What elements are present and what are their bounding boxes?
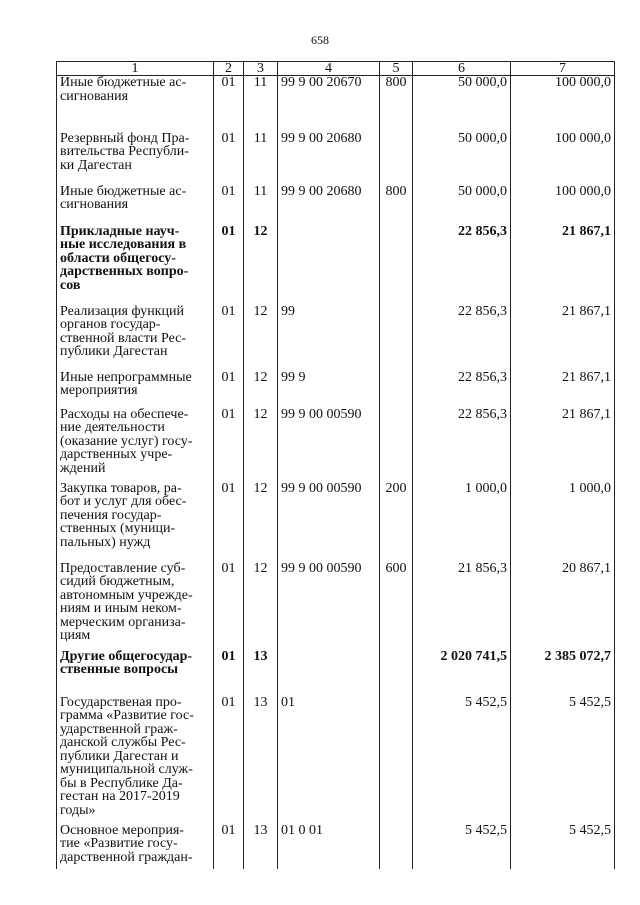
table-row	[57, 371, 615, 408]
page-number: 658	[311, 33, 329, 47]
cell-amount-year2: 21 867,1	[511, 371, 615, 408]
cell-subsection: 12	[244, 225, 278, 305]
cell-amount-year2: 2 385 072,7	[511, 650, 615, 696]
cell-subsection: 11	[244, 76, 278, 132]
cell-section: 01	[214, 482, 244, 562]
cell-subsection: 13	[244, 824, 278, 869]
cell-amount-year1: 50 000,0	[413, 76, 511, 132]
cell-section: 01	[214, 650, 244, 696]
cell-name: Иные непрограммные мероприятия	[57, 371, 214, 408]
cell-expense-type	[380, 132, 413, 185]
table-row	[57, 225, 615, 305]
cell-amount-year2: 100 000,0	[511, 185, 615, 225]
header-col-2: 2	[214, 62, 244, 76]
cell-section: 01	[214, 562, 244, 650]
cell-section: 01	[214, 185, 244, 225]
cell-section: 01	[214, 305, 244, 371]
cell-expense-type	[380, 371, 413, 408]
table-row	[57, 562, 615, 650]
table-row	[57, 650, 615, 696]
cell-name: Другие общегосудар- ственные вопросы	[57, 650, 214, 696]
cell-amount-year2: 21 867,1	[511, 305, 615, 371]
cell-amount-year2: 5 452,5	[511, 696, 615, 824]
cell-section: 01	[214, 696, 244, 824]
cell-target-article: 99 9 00 00590	[278, 482, 380, 562]
cell-amount-year1: 22 856,3	[413, 408, 511, 482]
cell-target-article: 99 9 00 20670	[278, 76, 380, 132]
cell-amount-year2: 100 000,0	[511, 132, 615, 185]
cell-target-article: 99 9 00 00590	[278, 562, 380, 650]
header-row	[57, 62, 615, 76]
cell-expense-type	[380, 225, 413, 305]
budget-table	[56, 61, 615, 869]
cell-name: Резервный фонд Пра- вительства Республи- ки Дагестан	[57, 132, 214, 185]
cell-amount-year1: 22 856,3	[413, 225, 511, 305]
cell-name: Прикладные науч- ные исследования в области общегосу- дарственных вопро- сов	[57, 225, 214, 305]
cell-amount-year2: 20 867,1	[511, 562, 615, 650]
cell-subsection: 12	[244, 371, 278, 408]
cell-amount-year1: 50 000,0	[413, 185, 511, 225]
cell-expense-type: 200	[380, 482, 413, 562]
cell-section: 01	[214, 824, 244, 869]
cell-subsection: 13	[244, 650, 278, 696]
cell-expense-type: 800	[380, 185, 413, 225]
header-col-7: 7	[511, 62, 615, 76]
table-row	[57, 76, 615, 132]
cell-name: Основное мероприя- тие «Развитие госу- дарственной граждан-	[57, 824, 214, 869]
cell-name: Закупка товаров, ра- бот и услуг для обес- печения государ- ственных (муници- пальных) нужд	[57, 482, 214, 562]
cell-expense-type: 600	[380, 562, 413, 650]
header-col-4: 4	[278, 62, 380, 76]
header-col-5: 5	[380, 62, 413, 76]
table-row	[57, 824, 615, 869]
table-row	[57, 132, 615, 185]
cell-subsection: 12	[244, 562, 278, 650]
cell-subsection: 12	[244, 408, 278, 482]
cell-target-article	[278, 225, 380, 305]
cell-expense-type	[380, 824, 413, 869]
table-body	[57, 76, 615, 869]
cell-target-article: 99 9 00 20680	[278, 185, 380, 225]
cell-amount-year2: 100 000,0	[511, 76, 615, 132]
cell-target-article: 01	[278, 696, 380, 824]
cell-amount-year2: 5 452,5	[511, 824, 615, 869]
cell-expense-type	[380, 696, 413, 824]
header-col-1: 1	[57, 62, 214, 76]
cell-expense-type	[380, 408, 413, 482]
cell-section: 01	[214, 225, 244, 305]
table-row	[57, 482, 615, 562]
cell-section: 01	[214, 408, 244, 482]
cell-name: Иные бюджетные ас- сигнования	[57, 76, 214, 132]
cell-expense-type	[380, 305, 413, 371]
header-col-6: 6	[413, 62, 511, 76]
table-row	[57, 185, 615, 225]
cell-name: Реализация функций органов государ- ственной власти Рес- публики Дагестан	[57, 305, 214, 371]
table-row	[57, 305, 615, 371]
cell-name: Предоставление суб- сидий бюджетным, автономным учрежде- ниям и иным неком- мерческим организа- циям	[57, 562, 214, 650]
table-row	[57, 408, 615, 482]
cell-subsection: 11	[244, 132, 278, 185]
cell-target-article: 99 9	[278, 371, 380, 408]
cell-subsection: 11	[244, 185, 278, 225]
cell-target-article: 01 0 01	[278, 824, 380, 869]
cell-amount-year2: 1 000,0	[511, 482, 615, 562]
cell-target-article	[278, 650, 380, 696]
table-row	[57, 696, 615, 824]
cell-subsection: 12	[244, 482, 278, 562]
cell-amount-year1: 5 452,5	[413, 696, 511, 824]
cell-amount-year1: 50 000,0	[413, 132, 511, 185]
cell-expense-type: 800	[380, 76, 413, 132]
cell-target-article: 99 9 00 20680	[278, 132, 380, 185]
cell-amount-year2: 21 867,1	[511, 225, 615, 305]
cell-amount-year1: 5 452,5	[413, 824, 511, 869]
cell-name: Иные бюджетные ас- сигнования	[57, 185, 214, 225]
cell-name: Расходы на обеспече- ние деятельности (оказание услуг) госу- дарственных учре- ждений	[57, 408, 214, 482]
header-col-3: 3	[244, 62, 278, 76]
cell-target-article: 99 9 00 00590	[278, 408, 380, 482]
cell-amount-year1: 22 856,3	[413, 305, 511, 371]
cell-amount-year1: 22 856,3	[413, 371, 511, 408]
cell-subsection: 12	[244, 305, 278, 371]
cell-section: 01	[214, 76, 244, 132]
cell-amount-year1: 2 020 741,5	[413, 650, 511, 696]
cell-name: Государственая про- грамма «Развитие гос- ударственной граж- данской службы Рес- публики Дагестан и муниципальной служ- бы в Республике Да- гестан на 2017-2019 годы»	[57, 696, 214, 824]
cell-section: 01	[214, 371, 244, 408]
cell-amount-year1: 21 856,3	[413, 562, 511, 650]
cell-amount-year1: 1 000,0	[413, 482, 511, 562]
cell-subsection: 13	[244, 696, 278, 824]
cell-target-article: 99	[278, 305, 380, 371]
cell-amount-year2: 21 867,1	[511, 408, 615, 482]
cell-section: 01	[214, 132, 244, 185]
cell-expense-type	[380, 650, 413, 696]
